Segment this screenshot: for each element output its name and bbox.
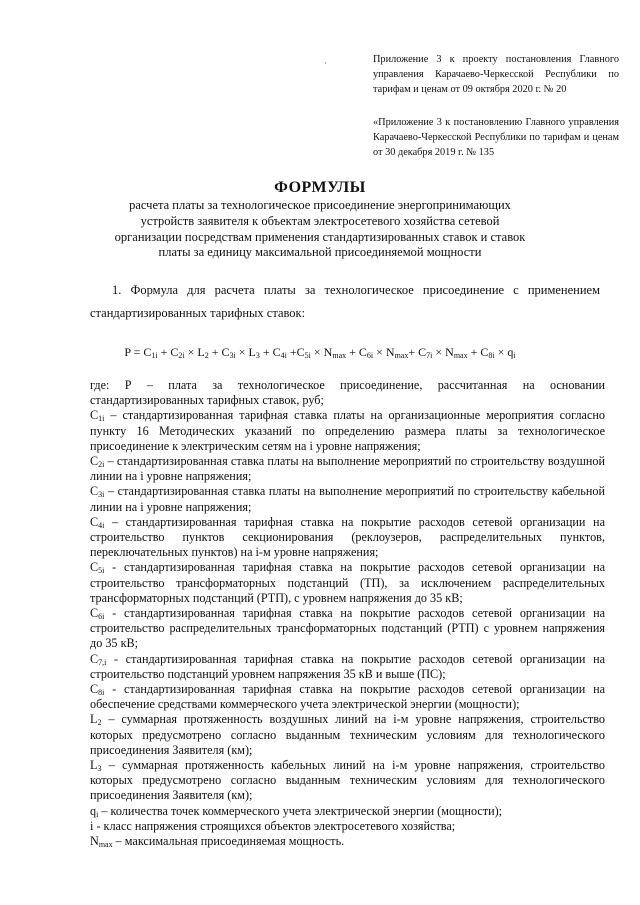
definition-symbol: С [90, 408, 99, 423]
definition-item [90, 834, 605, 849]
formula-part: C [296, 345, 305, 359]
payment-formula [0, 344, 640, 360]
definition-sub: 5i [98, 566, 105, 576]
formula-sub: max [394, 351, 409, 360]
formula-sub: 2i [178, 351, 185, 360]
definition-symbol: С [90, 514, 99, 529]
formula-part: × N [432, 345, 454, 359]
definition-text: – стандартизированная тарифная ставка платы на организационные мероприятия согласно пункту 16 Методических указаний по определению размера платы за технологическое присоединение к электрическим сетям на i уровне напряжения; [90, 408, 605, 453]
formula-part: × L [184, 345, 205, 359]
definition-symbol: С [90, 484, 99, 499]
definition-text: - стандартизированная тарифная ставка на покрытие расходов сетевой организации на строительство подстанций уровнем напряжения 35 кВ и выше (ПС); [90, 651, 605, 681]
formula-sub: 5i [304, 351, 311, 360]
definition-item [90, 819, 605, 834]
definition-item [90, 408, 605, 454]
definition-sub: 3i [98, 490, 105, 500]
definition-item [90, 560, 605, 606]
formula-sub: 3 [255, 351, 260, 360]
formula-part: + [286, 345, 297, 359]
definition-item [90, 682, 605, 712]
definition-item [90, 606, 605, 652]
formula-sub: 4i [280, 351, 287, 360]
formula-part: + C [259, 345, 281, 359]
formula-part: × N [310, 345, 333, 359]
definition-text: - стандартизированная тарифная ставка на покрытие расходов сетевой организации на обеспечение средствами коммерческого учета электрической энергии (мощности); [90, 682, 605, 712]
definition-text: - стандартизированная тарифная ставка на покрытие расходов сетевой организации на строительство трансформаторных подстанций (ТП), за исключением распределительных трансформаторных подстанций (РТП), с уровнем напряжения до 35 кВ; [90, 560, 605, 605]
definition-sub: 2i [98, 460, 105, 470]
definition-sub: 1i [98, 414, 105, 424]
formula-sub: 3i [229, 351, 236, 360]
definition-sub: 3 [97, 764, 102, 774]
definition-text: – количества точек коммерческого учета электрической энергии (мощности); [98, 803, 503, 818]
definition-symbol: i [90, 818, 94, 833]
formula-sub: i [513, 351, 516, 360]
definition-item [90, 804, 605, 819]
formula-part: + C [467, 345, 489, 359]
formula-part: + C [208, 345, 230, 359]
definition-text: – стандартизированная ставка платы на выполнение мероприятий по строительству воздушной линии на i уровне напряжения; [90, 454, 605, 484]
definition-text: – суммарная протяженность воздушных линий на i-м уровне напряжения, строительство которых предусмотрено согласно выданным техническим условиям для технологического присоединения Заявителя (км); [90, 712, 605, 757]
formula-part: × L [235, 345, 256, 359]
intro-text: 1. Формула для расчета платы за технологическое присоединение с применением стандартизированных тарифных ставок: [90, 283, 600, 320]
definition-text: – суммарная протяженность кабельных линий на i-м уровне напряжения, строительство которых предусмотрено согласно выданным техническим условиям для технологического присоединения Заявителя (км); [90, 758, 605, 803]
appendix-current-note: «Приложение 3 к постановлению Главного управления Карачаево-Черкесской Республики по тарифам и ценам от 30 декабря 2019 г. № 135 [373, 117, 619, 158]
definition-item [90, 378, 605, 408]
definition-sub: 2 [97, 718, 102, 728]
definition-sub: 7,i [98, 657, 107, 667]
definition-symbol: С [90, 606, 99, 621]
formula-sub: max [332, 351, 347, 360]
formula-part: × N [373, 345, 395, 359]
definitions-list [90, 378, 605, 849]
formula-sub: 2 [204, 351, 209, 360]
definition-symbol: где: Р [90, 378, 132, 392]
definition-item [90, 515, 605, 561]
appendix-project-note: Приложение 3 к проекту постановления Главного управления Карачаево-Черкесской Республики по тарифам и ценам от 09 октября 2020 г. № 20 [373, 54, 619, 95]
definition-symbol: С [90, 454, 99, 469]
definition-text: - класс напряжения строящихся объектов электросетевого хозяйства; [93, 818, 456, 833]
formula-part: + C [157, 345, 179, 359]
formula-sub: 1i [151, 351, 158, 360]
definition-symbol: С [90, 651, 99, 666]
definition-symbol: С [90, 682, 99, 697]
formula-part: + C [408, 345, 427, 359]
definition-item [90, 484, 605, 514]
definition-symbol: L [90, 758, 98, 773]
definition-sub: 8i [98, 688, 105, 698]
definition-item [90, 712, 605, 758]
definition-sub: 4i [98, 520, 105, 530]
intro-paragraph [90, 279, 600, 325]
definition-item [90, 454, 605, 484]
definition-symbol: L [90, 712, 98, 727]
definition-text: - стандартизированная тарифная ставка на покрытие расходов сетевой организации на строительство распределительных трансформаторных подстанций (РТП) с уровнем напряжения до 35 кВ; [90, 606, 605, 651]
definition-symbol: С [90, 560, 99, 575]
definition-text: – плата за технологическое присоединение, рассчитанная на основании стандартизированных тарифных ставок, руб; [90, 378, 605, 408]
definition-text: – стандартизированная ставка платы на выполнение мероприятий по строительству кабельной линии на i уровне напряжения; [90, 484, 605, 514]
formula-sub: max [453, 351, 468, 360]
definition-sub: i [96, 809, 99, 819]
formula-part: × q [494, 345, 514, 359]
scan-dot: · [324, 59, 327, 68]
definition-text: – максимальная присоединяемая мощность. [112, 834, 345, 849]
definition-item [90, 652, 605, 682]
formula-sub: 7i [426, 351, 433, 360]
formula-sub: 8i [488, 351, 495, 360]
definition-sub: max [98, 840, 113, 850]
formula-part: P = C [124, 345, 152, 359]
definition-item [90, 758, 605, 804]
document-title: ФОРМУЛЫ [274, 179, 366, 196]
formula-sub: 6i [366, 351, 374, 360]
formula-part: + C [346, 345, 367, 359]
definition-symbol: q [90, 803, 97, 818]
document-subtitle: расчета платы за технологическое присоединение энергопринимающих устройств заявителя к объектам электросетевого хозяйства сетевой организации посредствам применения стандартизированных ставок и ставок платы за единицу максимальной присоединяемой мощности [114, 198, 526, 260]
definition-symbol: N [90, 834, 99, 849]
definition-text: – стандартизированная тарифная ставка на покрытие расходов сетевой организации на строительство пунктов секционирования (реклоузеров, распределительных пунктов, переключательных пунктов) на i-м уровне напряжения; [90, 514, 605, 560]
definition-sub: 6i [98, 612, 105, 622]
